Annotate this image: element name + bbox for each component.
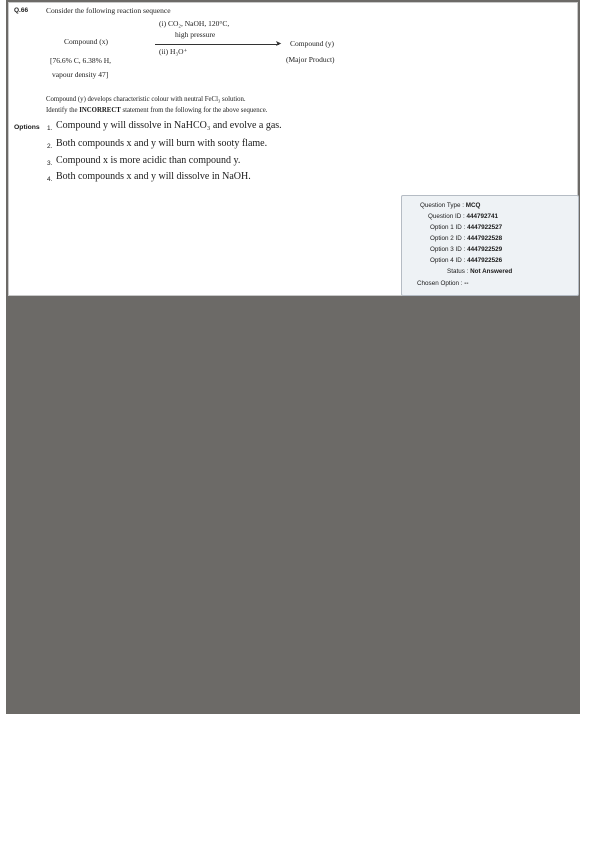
reactant-data-1: [76.6% C, 6.38% H, [50, 56, 112, 65]
statement-fecl3: Compound (y) develops characteristic colour with neutral FeCl₃ solution. [46, 96, 246, 103]
options-label: Options [14, 124, 40, 131]
option-number: 3. [47, 160, 53, 167]
reactant-data-2: vapour density 47] [52, 70, 109, 79]
product-name: Compound (y) [290, 39, 334, 48]
arrowhead-icon: ➤ [275, 39, 282, 48]
question-number: Q.66 [14, 7, 29, 14]
reagent-line-1: (i) CO₂, NaOH, 120°C, [159, 19, 230, 28]
question-panel [8, 2, 578, 296]
statement-identify: Identify the INCORRECT statement from the following for the above sequence. [46, 107, 268, 114]
question-info-box: Question Type : MCQ Question ID : 444792741 Option 1 ID : 4447922527 Option 2 ID : 4447922528 Option 3 ID : 4447922529 Option 4 ID : 4447922526 Status : Not Answered Chosen Option : -- [401, 195, 579, 296]
product-note: (Major Product) [286, 55, 335, 64]
option-text: Both compounds x and y will burn with sooty flame. [56, 138, 268, 149]
option-text: Compound x is more acidic than compound y. [56, 155, 241, 166]
option-number: 4. [47, 176, 53, 183]
reagent-line-3: (ii) H₃O⁺ [159, 47, 188, 56]
option-text: Compound y will dissolve in NaHCO₃ and evolve a gas. [56, 120, 282, 131]
reactant-name: Compound (x) [64, 37, 108, 46]
option-number: 1. [47, 125, 53, 132]
option-number: 2. [47, 143, 53, 150]
question-intro: Consider the following reaction sequence [46, 6, 171, 15]
reagent-line-2: high pressure [175, 30, 216, 39]
option-text: Both compounds x and y will dissolve in NaOH. [56, 171, 251, 182]
reaction-arrow [155, 44, 279, 45]
